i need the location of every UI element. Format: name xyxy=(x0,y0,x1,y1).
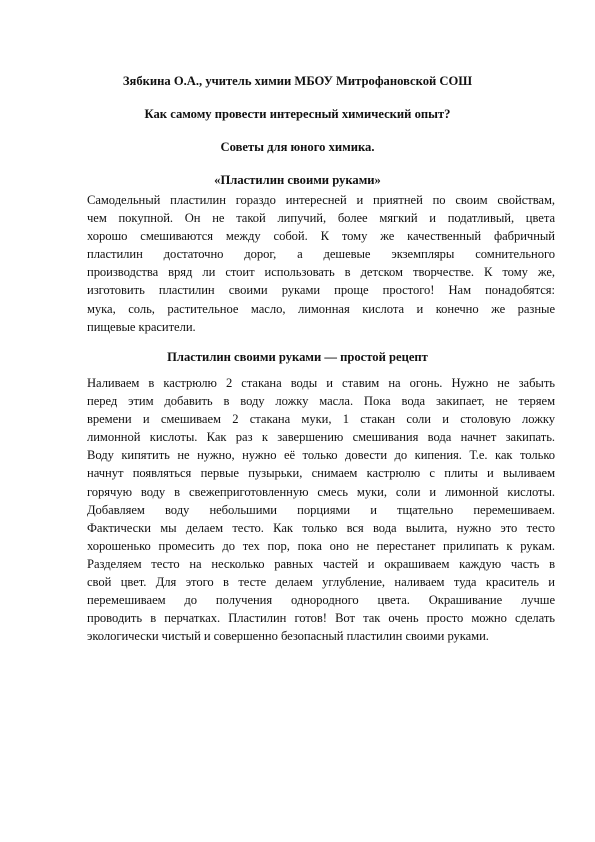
topic-title: «Пластилин своими руками» xyxy=(214,173,381,187)
recipe-paragraph xyxy=(87,374,555,645)
intro-line: пластилин достаточно дорог, а дешевые экземпляры сомнительного xyxy=(87,247,555,262)
recipe-line: свой цвет. Для этого в тесте делаем углубление, наливаем туда краситель и xyxy=(87,575,555,590)
recipe-line: проводить в перчатках. Пластилин готов! Вот так очень просто можно сделать xyxy=(87,611,555,626)
recipe-line: горячую воду в свежеприготовленную смесь муки, соли и лимонной кислоты. xyxy=(87,484,555,499)
recipe-line: Разделяем тесто на несколько равных частей и окрашиваем каждую часть в xyxy=(87,556,555,571)
recipe-line: экологически чистый и совершенно безопасный пластилин своими руками. xyxy=(87,629,489,644)
intro-line: чем покупной. Он не такой липучий, более мягкий и податливый, цвета xyxy=(87,211,555,226)
recipe-line: хорошенько промесить до тех пор, пока оно не перестанет прилипать к рукам. xyxy=(87,538,555,553)
recipe-line: Фактически мы делаем тесто. Как только вся вода вылита, нужно это тесто xyxy=(87,520,555,535)
recipe-line: лимонной кислоты. Как раз к завершению смешивания вода начнет закипать. xyxy=(87,430,555,445)
recipe-line: начнут появляться первые пузырьки, снимаем кастрюлю с плиты и выливаем xyxy=(87,466,555,481)
advice-title: Советы для юного химика. xyxy=(220,140,375,154)
intro-line: производства вряд ли стоит использовать в детском творчестве. К тому же, xyxy=(87,265,555,280)
recipe-line: времени и смешиваем 2 стакана муки, 1 стакан соли и столовую ложку xyxy=(87,412,555,427)
recipe-line: перемешиваем до получения однородного цвета. Окрашивание лучше xyxy=(87,593,555,608)
recipe-line: Наливаем в кастрюлю 2 стакана воды и ставим на огонь. Нужно не забыть xyxy=(87,376,555,390)
question-title: Как самому провести интересный химический опыт? xyxy=(144,107,451,121)
intro-paragraph xyxy=(87,191,555,336)
author-line: Зябкина О.А., учитель химии МБОУ Митрофановской СОШ xyxy=(122,74,473,88)
intro-line: пищевые красители. xyxy=(87,319,196,334)
recipe-title: Пластилин своими руками — простой рецепт xyxy=(167,350,428,364)
intro-line: хорошо смешиваются между собой. К тому же качественный фабричный xyxy=(87,229,555,244)
intro-line: Самодельный пластилин гораздо интересней и приятней по своим свойствам, xyxy=(87,193,555,207)
recipe-line: перед этим добавить в воду ложку масла. Пока вода закипает, не теряем xyxy=(87,394,555,409)
intro-line: изготовить пластилин своими руками проще простого! Нам понадобятся: xyxy=(87,283,555,298)
intro-line: мука, соль, растительное масло, лимонная кислота и конечно же разные xyxy=(87,301,555,316)
recipe-line: Воду кипятить не нужно, нужно её только довести до кипения. Т.е. как только xyxy=(87,448,555,463)
recipe-line: Добавляем воду небольшими порциями и тщательно перемешиваем. xyxy=(87,502,555,517)
